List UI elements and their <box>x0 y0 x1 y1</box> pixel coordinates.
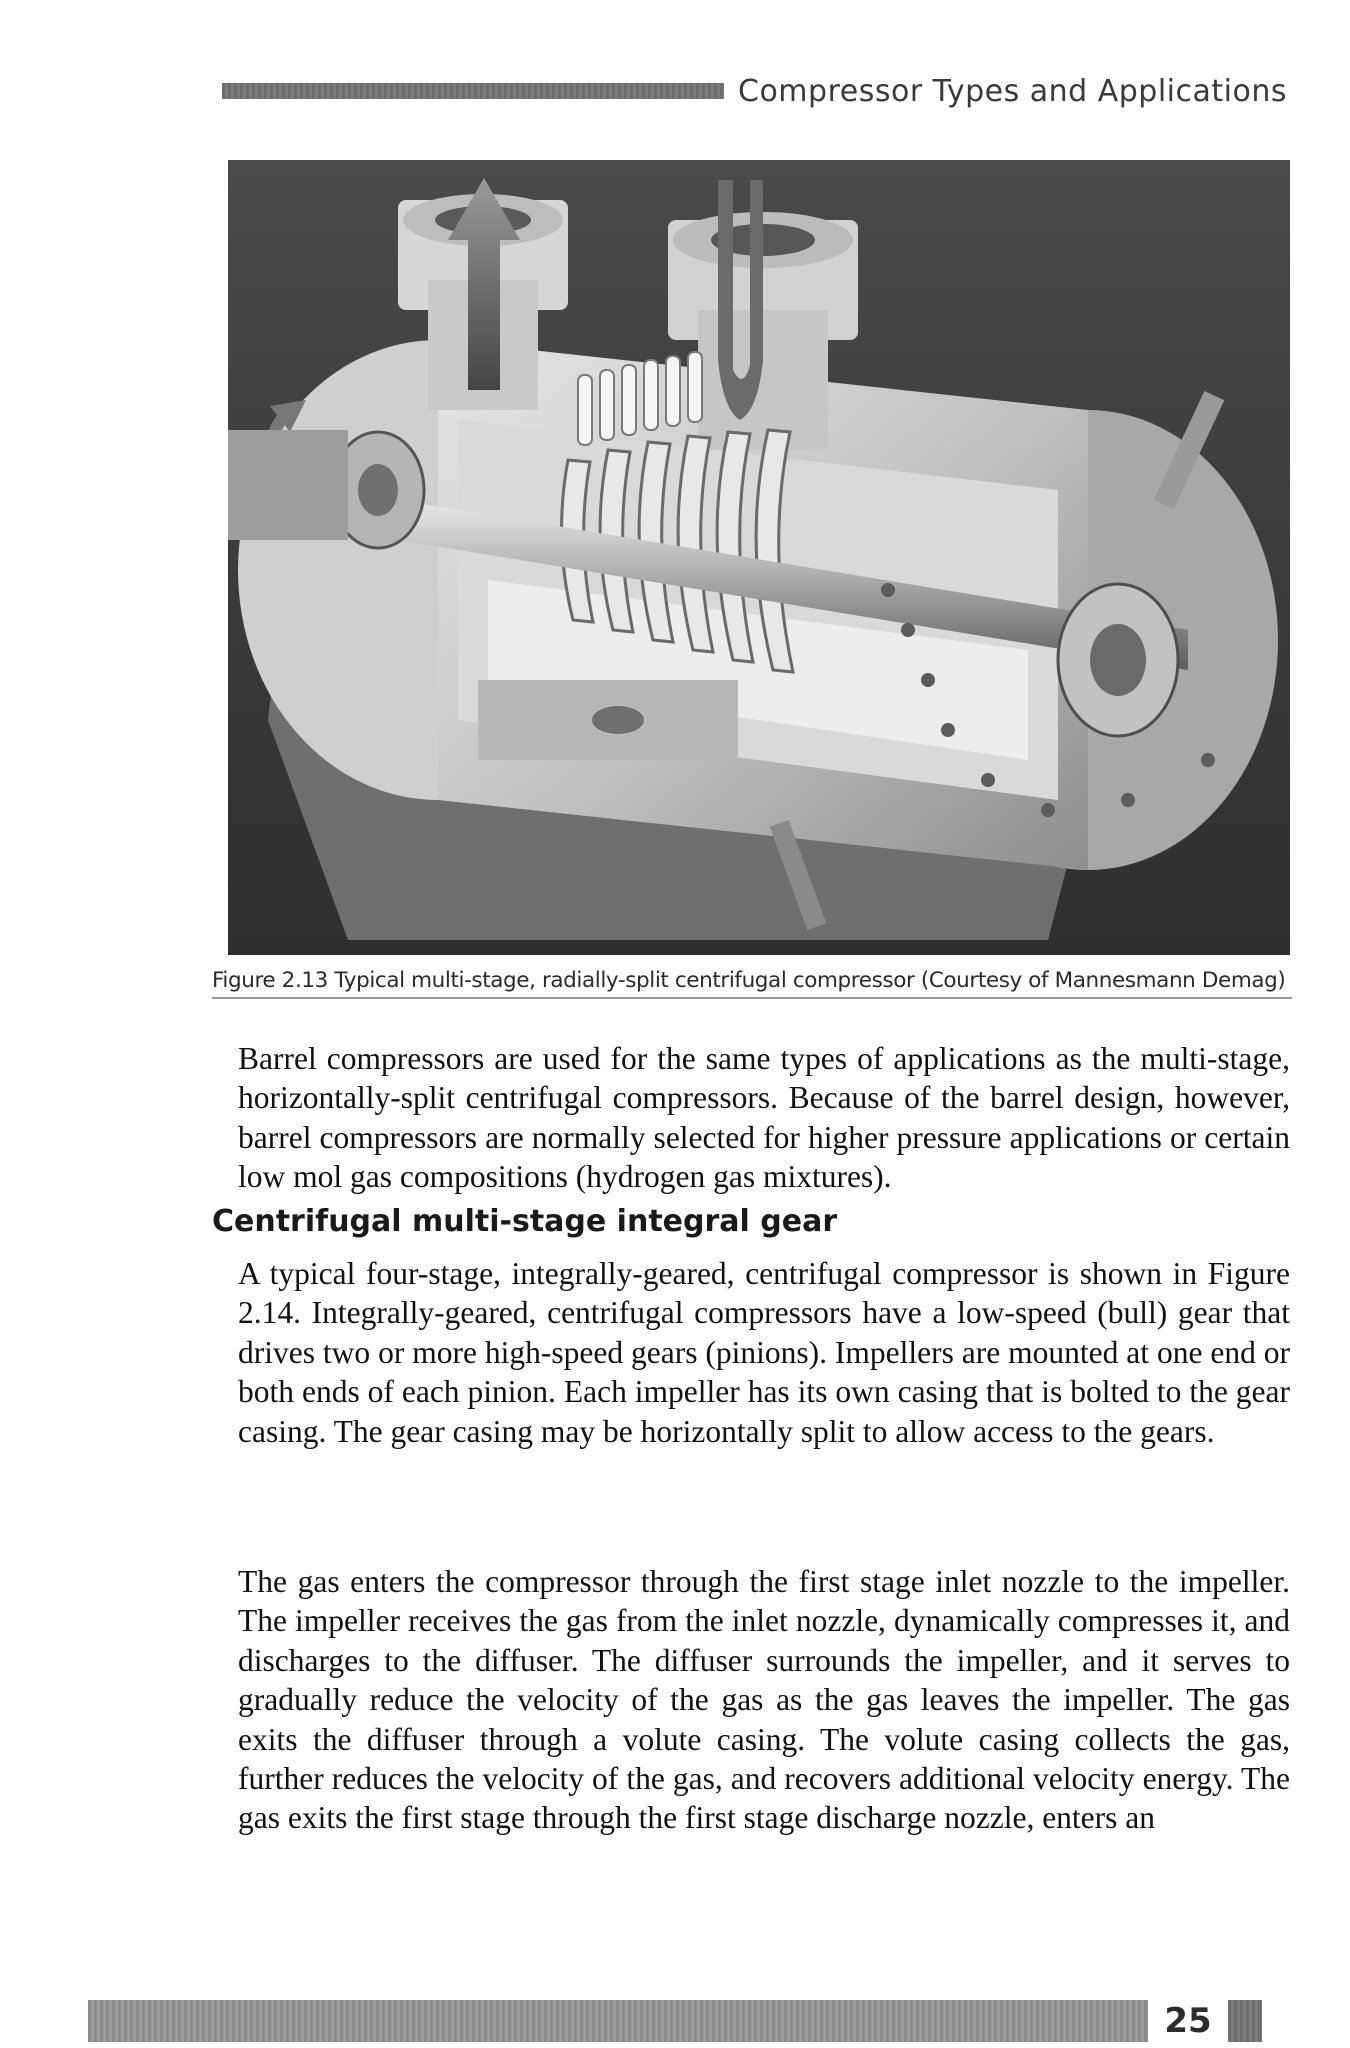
page-footer <box>88 2000 1293 2042</box>
compressor-cutaway-illustration <box>228 160 1290 955</box>
paragraph-gas-flow: The gas enters the compressor through the first stage inlet nozzle to the impeller. The impeller receives the gas from the inlet nozzle, dynamically compresses it, and discharges to the diffuser. The diffuser surrounds the impeller, and it serves to gradually reduce the velocity of the gas as the gas leaves the impeller. The gas exits the diffuser through a volute casing. The volute casing collects the gas, further reduces the velocity of the gas, and recovers additional velocity energy. The gas exits the first stage through the first stage discharge nozzle, enters an <box>238 1564 1290 1836</box>
running-header <box>222 64 1287 118</box>
paragraph-integral-gear: A typical four-stage, integrally-geared, centrifugal compressor is shown in Figure 2.14. Integrally-geared, centrifugal compressors have a low-speed (bull) gear that drives two or more high-speed gears (pinions). Impellers are mounted at one end or both ends of each pinion. Each impeller has its own casing that is bolted to the gear casing. The gear casing may be horizontally split to allow access to the gears. <box>238 1256 1290 1449</box>
page-number: 25 <box>1164 2001 1212 2041</box>
header-rule-bar <box>222 83 724 99</box>
paragraph-barrel-compressors: Barrel compressors are used for the same types of applications as the multi-stage, horizontally-split centrifugal compressors. Because of the barrel design, however, barrel compressors are normally selected for higher pressure applications or certain low mol gas compositions (hydrogen gas mixtures). <box>238 1041 1290 1195</box>
support-foot-left <box>228 430 348 540</box>
running-title: Compressor Types and Applications <box>738 73 1287 109</box>
compressor-cutaway-figure <box>228 160 1290 955</box>
figure-caption: Figure 2.13 Typical multi-stage, radially-split centrifugal compressor (Courtesy of Mannesmann Demag) <box>212 968 1292 999</box>
footer-rule-bar <box>88 2000 1148 2042</box>
section-heading: Centrifugal multi-stage integral gear <box>212 1204 838 1239</box>
footer-block <box>1228 2000 1262 2042</box>
